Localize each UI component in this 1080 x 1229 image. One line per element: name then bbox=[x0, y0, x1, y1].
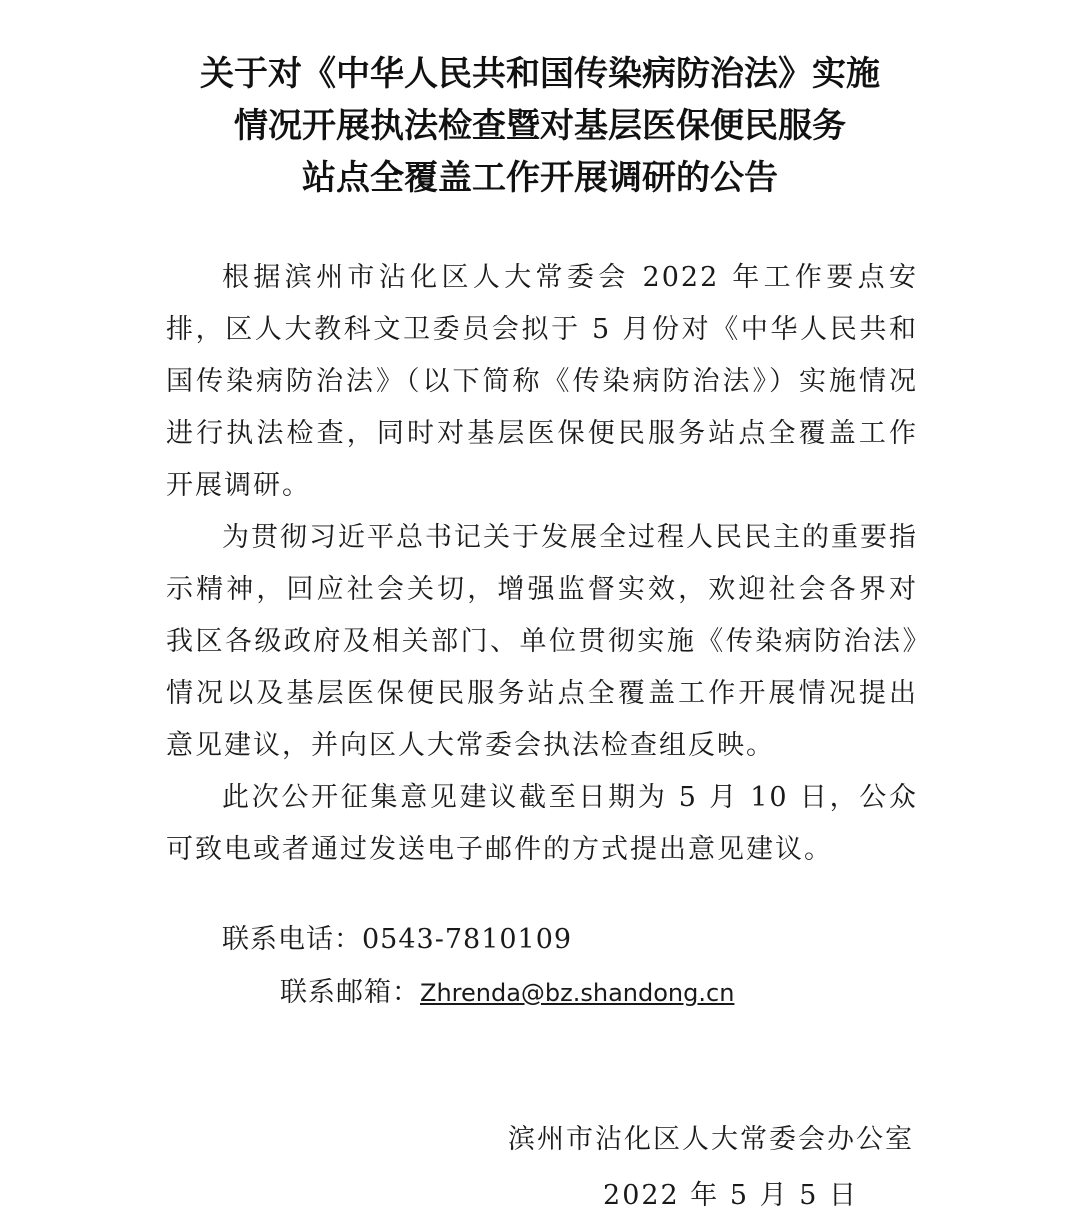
phone-label: 联系电话： bbox=[222, 924, 362, 955]
body-paragraph-3: 此次公开征集意见建议截至日期为 5 月 10 日，公众可致电或者通过发送电子邮件的方式提出意见建议。 bbox=[166, 782, 918, 865]
title-line-3: 站点全覆盖工作开展调研的公告 bbox=[302, 158, 778, 198]
signature-organization: 滨州市沾化区人大常委会办公室 bbox=[508, 1124, 914, 1155]
notice-title bbox=[100, 48, 980, 204]
phone-value: 0543-7810109 bbox=[362, 924, 573, 955]
email-link[interactable]: Zhrenda@bz.shandong.cn bbox=[420, 979, 735, 1007]
body-paragraph-1: 根据滨州市沾化区人大常委会 2022 年工作要点安排，区人大教科文卫委员会拟于 5 月份对《中华人民共和国传染病防治法》（以下简称《传染病防治法》）实施情况进行执法检查，同时对基层医保便民服务站点全覆盖工作开展调研。 bbox=[166, 262, 918, 501]
contact-email bbox=[280, 973, 734, 1013]
notice-body bbox=[166, 252, 918, 876]
title-line-1: 关于对《中华人民共和国传染病防治法》实施 bbox=[200, 54, 880, 94]
contact-phone bbox=[222, 920, 572, 960]
signature-date: 2022 年 5 月 5 日 bbox=[603, 1180, 858, 1211]
title-line-2: 情况开展执法检查暨对基层医保便民服务 bbox=[234, 106, 846, 146]
email-label: 联系邮箱： bbox=[280, 977, 420, 1008]
body-paragraph-2: 为贯彻习近平总书记关于发展全过程人民民主的重要指示精神，回应社会关切，增强监督实效，欢迎社会各界对我区各级政府及相关部门、单位贯彻实施《传染病防治法》情况以及基层医保便民服务站点全覆盖工作开展情况提出意见建议，并向区人大常委会执法检查组反映。 bbox=[166, 522, 918, 761]
